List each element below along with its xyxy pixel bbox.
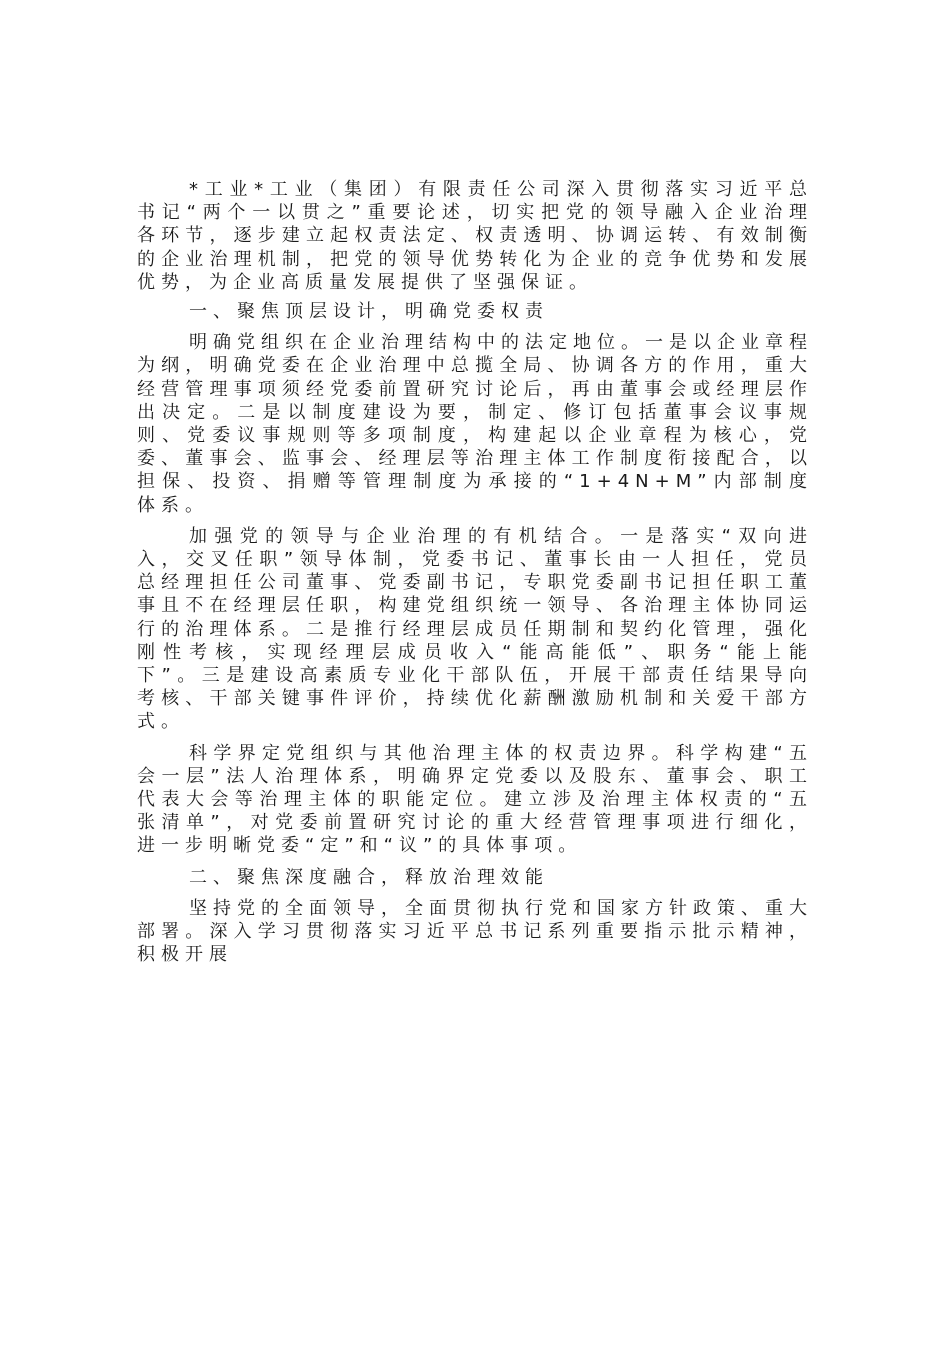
section-1-paragraph-3: 科学界定党组织与其他治理主体的权责边界。科学构建“五会一层”法人治理体系，明确界定党委以及股东、董事会、职工代表大会等治理主体的职能定位。建立涉及治理主体权责的“五张清单”，对党委前置研究讨论的重大经营管理事项进行细化，进一步明晰党委“定”和“议”的具体事项。	[137, 742, 813, 857]
section-1-paragraph-1: 明确党组织在企业治理结构中的法定地位。一是以企业章程为纲，明确党委在企业治理中总揽全局、协调各方的作用，重大经营管理事项须经党委前置研究讨论后，再由董事会或经理层作出决定。二是以制度建设为要，制定、修订包括董事会议事规则、党委议事规则等多项制度，构建起以企业章程为核心，党委、董事会、监事会、经理层等治理主体工作制度衔接配合，以担保、投资、捐赠等管理制度为承接的“1+4N+M”内部制度体系。	[137, 332, 813, 516]
intro-paragraph: *工业*工业（集团）有限责任公司深入贯彻落实习近平总书记“两个一以贯之”重要论述，切实把党的领导融入企业治理各环节，逐步建立起权责法定、权责透明、协调运转、有效制衡的企业治理机制，把党的领导优势转化为企业的竞争优势和发展优势，为企业高质量发展提供了坚强保证。	[137, 179, 813, 293]
section-2-heading: 二、聚焦深度融合，释放治理效能	[189, 866, 549, 888]
section-1-heading: 一、聚焦顶层设计，明确党委权责	[189, 301, 549, 323]
section-2-paragraph-1: 坚持党的全面领导，全面贯彻执行党和国家方针政策、重大部署。深入学习贯彻落实习近平总书记系列重要指示批示精神，积极开展	[137, 897, 813, 966]
document-page	[137, 178, 813, 975]
section-1-paragraph-2: 加强党的领导与企业治理的有机结合。一是落实“双向进入，交叉任职”领导体制，党委书记、董事长由一人担任，党员总经理担任公司董事、党委副书记，专职党委副书记担任职工董事且不在经理层任职，构建党组织统一领导、各治理主体协同运行的治理体系。二是推行经理层成员任期制和契约化管理，强化刚性考核，实现经理层成员收入“能高能低”、职务“能上能下”。三是建设高素质专业化干部队伍，开展干部责任结果导向考核、干部关键事件评价，持续优化薪酬激励机制和关爱干部方式。	[137, 525, 813, 733]
